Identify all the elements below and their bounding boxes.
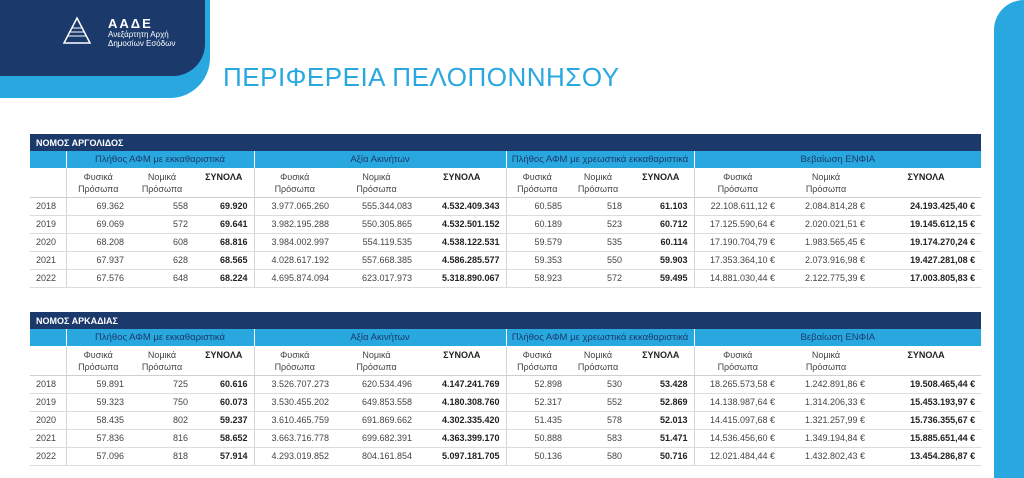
cell-physical-value: 4.028.617.192 (254, 251, 335, 269)
cell-legal-count: 572 (130, 215, 194, 233)
cell-total-enfia: 15.736.355,67 € (871, 411, 981, 429)
cell-year: 2020 (30, 233, 66, 251)
table-row (30, 197, 981, 215)
cell-total-count: 69.920 (194, 197, 254, 215)
cell-legal-count: 628 (130, 251, 194, 269)
subheader-total: ΣΥΝΟΛΑ (871, 168, 981, 197)
cell-legal-count: 608 (130, 233, 194, 251)
subheader-legal: Νομικά Πρόσωπα (568, 346, 628, 375)
cell-legal-debit: 550 (568, 251, 628, 269)
cell-year: 2021 (30, 251, 66, 269)
cell-total-debit: 59.495 (628, 269, 694, 287)
cell-physical-count: 69.069 (66, 215, 130, 233)
cell-total-value: 5.097.181.705 (418, 447, 506, 465)
cell-total-value: 4.586.285.577 (418, 251, 506, 269)
cell-legal-enfia: 2.122.775,39 € (781, 269, 871, 287)
aade-logo-icon (62, 16, 92, 46)
cell-total-value: 4.538.122.531 (418, 233, 506, 251)
cell-physical-count: 67.576 (66, 269, 130, 287)
cell-physical-enfia: 14.536.456,60 € (694, 429, 781, 447)
cell-legal-value: 623.017.973 (335, 269, 418, 287)
cell-total-debit: 59.903 (628, 251, 694, 269)
cell-total-count: 58.652 (194, 429, 254, 447)
brand-subtitle-line1: Ανεξάρτητη Αρχή (108, 30, 169, 39)
subheader-legal: Νομικά Πρόσωπα (781, 346, 871, 375)
cell-legal-debit: 535 (568, 233, 628, 251)
right-accent-bar (994, 0, 1024, 478)
cell-physical-value: 4.293.019.852 (254, 447, 335, 465)
cell-total-debit: 53.428 (628, 375, 694, 393)
cell-physical-count: 69.362 (66, 197, 130, 215)
cell-total-value: 5.318.890.067 (418, 269, 506, 287)
cell-legal-enfia: 2.073.916,98 € (781, 251, 871, 269)
cell-physical-enfia: 17.125.590,64 € (694, 215, 781, 233)
cell-year: 2020 (30, 411, 66, 429)
nomos-table-argolidos (30, 134, 981, 288)
cell-legal-debit: 523 (568, 215, 628, 233)
brand-subtitle-line2: Δημοσίων Εσόδων (108, 39, 176, 48)
cell-physical-value: 4.695.874.094 (254, 269, 335, 287)
subheader-total: ΣΥΝΟΛΑ (628, 168, 694, 197)
nomos-name: ΝΟΜΟΣ ΑΡΓΟΛΙΔΟΣ (30, 134, 981, 151)
cell-physical-count: 57.836 (66, 429, 130, 447)
cell-legal-debit: 552 (568, 393, 628, 411)
cell-total-debit: 60.712 (628, 215, 694, 233)
cell-total-debit: 60.114 (628, 233, 694, 251)
subheader-legal: Νομικά Πρόσωπα (130, 346, 194, 375)
cell-total-enfia: 13.454.286,87 € (871, 447, 981, 465)
cell-physical-enfia: 17.190.704,79 € (694, 233, 781, 251)
cell-total-debit: 61.103 (628, 197, 694, 215)
subheader-physical: Φυσικά Πρόσωπα (694, 168, 781, 197)
cell-total-count: 60.073 (194, 393, 254, 411)
table-row (30, 251, 981, 269)
cell-year: 2019 (30, 393, 66, 411)
cell-legal-value: 691.869.662 (335, 411, 418, 429)
subheader-total: ΣΥΝΟΛΑ (871, 346, 981, 375)
group-header-enfia: Βεβαίωση ΕΝΦΙΑ (694, 329, 981, 346)
group-header-property-value: Αξία Ακινήτων (254, 151, 506, 168)
cell-physical-value: 3.663.716.778 (254, 429, 335, 447)
subheader-legal: Νομικά Πρόσωπα (335, 168, 418, 197)
cell-legal-count: 816 (130, 429, 194, 447)
cell-total-value: 4.302.335.420 (418, 411, 506, 429)
subheader-total: ΣΥΝΟΛΑ (194, 346, 254, 375)
cell-legal-value: 620.534.496 (335, 375, 418, 393)
cell-physical-count: 58.435 (66, 411, 130, 429)
cell-total-enfia: 15.885.651,44 € (871, 429, 981, 447)
group-header-enfia: Βεβαίωση ΕΝΦΙΑ (694, 151, 981, 168)
cell-physical-count: 59.891 (66, 375, 130, 393)
cell-physical-enfia: 17.353.364,10 € (694, 251, 781, 269)
cell-physical-debit: 52.898 (506, 375, 568, 393)
table-row (30, 447, 981, 465)
cell-legal-debit: 580 (568, 447, 628, 465)
cell-legal-enfia: 2.020.021,51 € (781, 215, 871, 233)
cell-total-value: 4.363.399.170 (418, 429, 506, 447)
subheader-physical: Φυσικά Πρόσωπα (254, 346, 335, 375)
brand-name: ΑΑΔΕ (108, 16, 153, 31)
cell-legal-enfia: 2.084.814,28 € (781, 197, 871, 215)
subheader-legal: Νομικά Πρόσωπα (335, 346, 418, 375)
cell-legal-enfia: 1.242.891,86 € (781, 375, 871, 393)
cell-legal-count: 802 (130, 411, 194, 429)
cell-physical-debit: 52.317 (506, 393, 568, 411)
subheader-total: ΣΥΝΟΛΑ (418, 168, 506, 197)
cell-legal-count: 648 (130, 269, 194, 287)
cell-total-debit: 52.013 (628, 411, 694, 429)
cell-physical-enfia: 14.881.030,44 € (694, 269, 781, 287)
cell-physical-value: 3.984.002.997 (254, 233, 335, 251)
cell-physical-value: 3.982.195.288 (254, 215, 335, 233)
cell-physical-debit: 60.585 (506, 197, 568, 215)
cell-legal-value: 550.305.865 (335, 215, 418, 233)
cell-legal-debit: 530 (568, 375, 628, 393)
subheader-total: ΣΥΝΟΛΑ (628, 346, 694, 375)
cell-physical-debit: 58.923 (506, 269, 568, 287)
cell-legal-enfia: 1.432.802,43 € (781, 447, 871, 465)
cell-total-enfia: 19.145.612,15 € (871, 215, 981, 233)
cell-total-debit: 51.471 (628, 429, 694, 447)
page-title: ΠΕΡΙΦΕΡΕΙΑ ΠΕΛΟΠΟΝΝΗΣΟΥ (223, 62, 620, 92)
group-header-afm-debit: Πλήθος ΑΦΜ με χρεωστικά εκκαθαριστικά (506, 151, 694, 168)
cell-total-count: 68.565 (194, 251, 254, 269)
cell-physical-enfia: 12.021.484,44 € (694, 447, 781, 465)
subheader-physical: Φυσικά Πρόσωπα (254, 168, 335, 197)
cell-legal-enfia: 1.321.257,99 € (781, 411, 871, 429)
cell-total-debit: 52.869 (628, 393, 694, 411)
cell-physical-value: 3.610.465.759 (254, 411, 335, 429)
cell-physical-value: 3.526.707.273 (254, 375, 335, 393)
table-row (30, 411, 981, 429)
cell-total-enfia: 19.174.270,24 € (871, 233, 981, 251)
cell-physical-value: 3.530.455.202 (254, 393, 335, 411)
subheader-legal: Νομικά Πρόσωπα (130, 168, 194, 197)
cell-legal-debit: 518 (568, 197, 628, 215)
cell-legal-enfia: 1.983.565,45 € (781, 233, 871, 251)
cell-physical-count: 68.208 (66, 233, 130, 251)
cell-year: 2022 (30, 447, 66, 465)
cell-year: 2018 (30, 197, 66, 215)
cell-legal-value: 804.161.854 (335, 447, 418, 465)
cell-physical-count: 57.096 (66, 447, 130, 465)
cell-physical-debit: 51.435 (506, 411, 568, 429)
cell-physical-debit: 59.353 (506, 251, 568, 269)
cell-legal-enfia: 1.314.206,33 € (781, 393, 871, 411)
subheader-physical: Φυσικά Πρόσωπα (506, 168, 568, 197)
cell-physical-enfia: 22.108.611,12 € (694, 197, 781, 215)
subheader-year (30, 346, 66, 375)
cell-total-count: 59.237 (194, 411, 254, 429)
group-header-blank (30, 329, 66, 346)
cell-legal-value: 649.853.558 (335, 393, 418, 411)
cell-physical-enfia: 14.415.097,68 € (694, 411, 781, 429)
cell-total-debit: 50.716 (628, 447, 694, 465)
cell-physical-enfia: 18.265.573,58 € (694, 375, 781, 393)
cell-year: 2022 (30, 269, 66, 287)
subheader-physical: Φυσικά Πρόσωπα (66, 346, 130, 375)
group-header-blank (30, 151, 66, 168)
subheader-total: ΣΥΝΟΛΑ (418, 346, 506, 375)
cell-legal-count: 750 (130, 393, 194, 411)
cell-total-enfia: 19.427.281,08 € (871, 251, 981, 269)
cell-physical-count: 67.937 (66, 251, 130, 269)
subheader-physical: Φυσικά Πρόσωπα (694, 346, 781, 375)
subheader-total: ΣΥΝΟΛΑ (194, 168, 254, 197)
table-row (30, 393, 981, 411)
header-logo-panel (0, 0, 205, 76)
nomos-name: ΝΟΜΟΣ ΑΡΚΑΔΙΑΣ (30, 312, 981, 329)
cell-legal-debit: 583 (568, 429, 628, 447)
cell-total-enfia: 15.453.193,97 € (871, 393, 981, 411)
nomos-table-arkadias (30, 312, 981, 466)
cell-legal-value: 699.682.391 (335, 429, 418, 447)
cell-year: 2018 (30, 375, 66, 393)
cell-total-value: 4.532.501.152 (418, 215, 506, 233)
cell-legal-value: 555.344.083 (335, 197, 418, 215)
cell-physical-debit: 50.888 (506, 429, 568, 447)
cell-physical-debit: 50.136 (506, 447, 568, 465)
cell-total-count: 68.224 (194, 269, 254, 287)
group-header-afm: Πλήθος ΑΦΜ με εκκαθαριστικά (66, 151, 254, 168)
cell-physical-enfia: 14.138.987,64 € (694, 393, 781, 411)
cell-total-count: 69.641 (194, 215, 254, 233)
subheader-physical: Φυσικά Πρόσωπα (66, 168, 130, 197)
cell-year: 2019 (30, 215, 66, 233)
cell-legal-debit: 572 (568, 269, 628, 287)
cell-physical-debit: 59.579 (506, 233, 568, 251)
cell-physical-value: 3.977.065.260 (254, 197, 335, 215)
cell-legal-value: 554.119.535 (335, 233, 418, 251)
cell-legal-debit: 578 (568, 411, 628, 429)
subheader-year (30, 168, 66, 197)
cell-physical-debit: 60.189 (506, 215, 568, 233)
cell-total-value: 4.180.308.760 (418, 393, 506, 411)
cell-legal-count: 558 (130, 197, 194, 215)
cell-total-count: 68.816 (194, 233, 254, 251)
cell-total-count: 57.914 (194, 447, 254, 465)
group-header-afm: Πλήθος ΑΦΜ με εκκαθαριστικά (66, 329, 254, 346)
subheader-legal: Νομικά Πρόσωπα (781, 168, 871, 197)
cell-total-count: 60.616 (194, 375, 254, 393)
table-row (30, 375, 981, 393)
cell-physical-count: 59.323 (66, 393, 130, 411)
table-row (30, 429, 981, 447)
cell-legal-count: 818 (130, 447, 194, 465)
cell-total-enfia: 24.193.425,40 € (871, 197, 981, 215)
brand-subtitle (108, 30, 175, 48)
table-row (30, 233, 981, 251)
table-row (30, 215, 981, 233)
subheader-legal: Νομικά Πρόσωπα (568, 168, 628, 197)
cell-legal-count: 725 (130, 375, 194, 393)
cell-legal-value: 557.668.385 (335, 251, 418, 269)
cell-total-enfia: 17.003.805,83 € (871, 269, 981, 287)
cell-total-enfia: 19.508.465,44 € (871, 375, 981, 393)
group-header-property-value: Αξία Ακινήτων (254, 329, 506, 346)
cell-year: 2021 (30, 429, 66, 447)
subheader-physical: Φυσικά Πρόσωπα (506, 346, 568, 375)
group-header-afm-debit: Πλήθος ΑΦΜ με χρεωστικά εκκαθαριστικά (506, 329, 694, 346)
cell-legal-enfia: 1.349.194,84 € (781, 429, 871, 447)
cell-total-value: 4.147.241.769 (418, 375, 506, 393)
table-row (30, 269, 981, 287)
cell-total-value: 4.532.409.343 (418, 197, 506, 215)
